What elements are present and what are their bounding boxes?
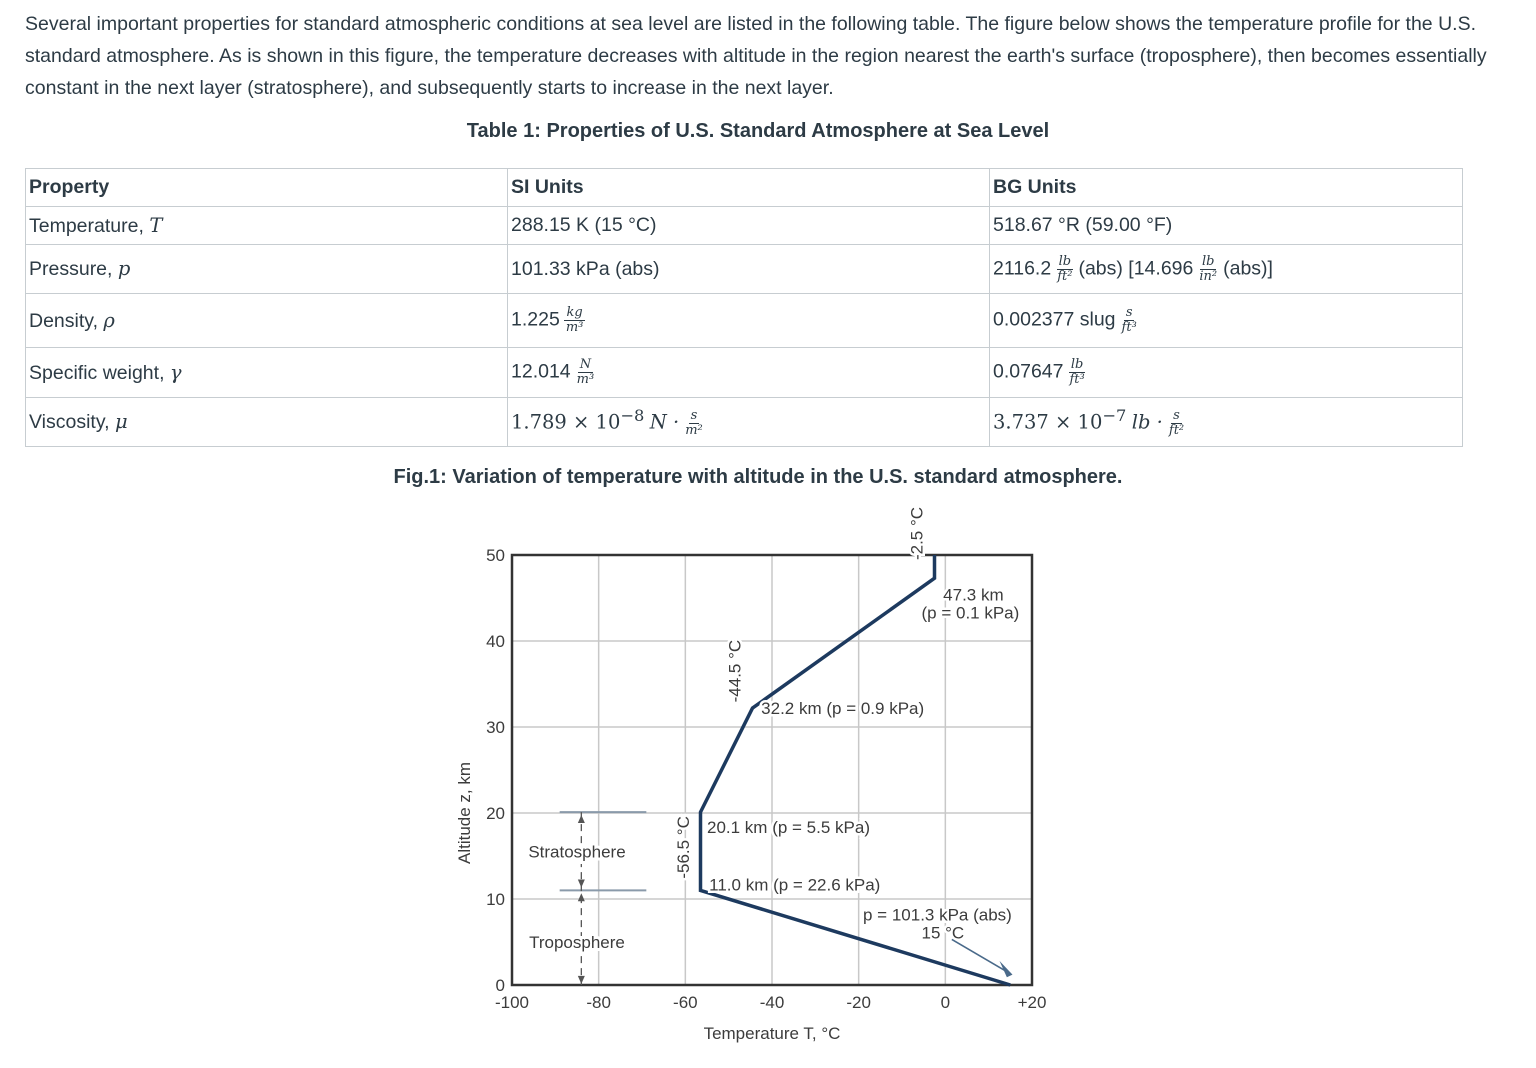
- bg-value: 0.002377 slug $\frac{s}{\text{ft³}}$: [990, 294, 1463, 348]
- table-row: [26, 207, 1463, 245]
- symbol: T: [149, 213, 163, 237]
- unit-fraction: $\frac{s}{\text{ft²}}$: [1168, 407, 1185, 438]
- property-cell: Viscosity, μ: [26, 398, 508, 447]
- si-value: 101.33 kPa (abs): [508, 245, 990, 294]
- annotation-temp-minus-2: -2.5 °C: [907, 506, 927, 561]
- stratosphere-label: Stratosphere: [528, 842, 626, 862]
- y-tick-label: 30: [486, 718, 505, 737]
- si-value: $1.789 \times 10^{-8}$ N · $\frac{s}{\text{m²}}$: [508, 398, 990, 447]
- x-tick-label: -100: [494, 993, 530, 1012]
- property-cell: Pressure, p: [26, 245, 508, 294]
- property-cell: Specific weight, γ: [26, 348, 508, 398]
- arrow-head: [578, 976, 585, 984]
- annotation-sea-level-temp: 15 °C: [921, 923, 965, 943]
- y-tick-label: 50: [486, 546, 505, 565]
- intro-paragraph: Several important properties for standard atmospheric conditions at sea level are listed in the following table. The figure below shows the temperature profile for the U.S. standard atmosphere. As is shown in this figure, the temperature decreases with altitude in the region nearest the earth's surface (troposphere), then becomes essentially constant in the next layer (stratosphere), and subsequently starts to increase in the next layer.: [25, 13, 1487, 99]
- annotations: [674, 507, 1020, 977]
- si-value: 1.225 $\frac{kg}{\text{m³}}$: [508, 294, 990, 348]
- table-header-row: [26, 169, 1463, 207]
- unit-fraction: $\frac{N}{\text{m³}}$: [576, 357, 595, 387]
- annotation-11km: 11.0 km (p = 22.6 kPa): [709, 875, 881, 895]
- temperature-altitude-chart: [440, 505, 1080, 1050]
- annotation-20km: 20.1 km (p = 5.5 kPa): [707, 817, 870, 837]
- symbol: γ: [169, 360, 182, 384]
- si-value: 12.014 $\frac{N}{\text{m³}}$: [508, 348, 990, 398]
- unit-fraction: $\frac{s}{\text{ft³}}$: [1121, 305, 1137, 335]
- symbol: ρ: [103, 308, 115, 332]
- table-caption: Table 1: Properties of U.S. Standard Atmosphere at Sea Level: [466, 120, 1050, 142]
- table-row: [26, 348, 1463, 398]
- y-tick-label: 20: [486, 804, 505, 823]
- bg-value: 0.07647 $\frac{lb}{\text{ft³}}$: [990, 348, 1463, 398]
- x-tick-label: -20: [846, 993, 871, 1012]
- si-value: 288.15 K (15 °C): [508, 207, 990, 245]
- symbol: μ: [114, 410, 128, 433]
- header-si-units: SI Units: [508, 169, 990, 207]
- bg-value: $3.737 \times 10^{-7}$ lb · $\frac{s}{\text{ft²}}$: [990, 398, 1463, 447]
- unit-fraction: $\frac{lb}{\text{ft³}}$: [1069, 357, 1085, 387]
- symbol: p: [117, 257, 131, 280]
- x-tick-label: -40: [759, 993, 785, 1012]
- annotation-32km: 32.2 km (p = 0.9 kPa): [761, 699, 925, 719]
- table-row: [26, 245, 1463, 294]
- x-tick-label: -60: [673, 993, 698, 1012]
- annotation-47km: 47.3 km: [943, 585, 1004, 605]
- arrow-head: [578, 893, 585, 901]
- unit-fraction: $\frac{lb}{\text{in²}}$: [1199, 253, 1218, 284]
- y-tick-label: 40: [486, 632, 505, 651]
- figure-caption: Fig.1: Variation of temperature with altitude in the U.S. standard atmosphere.: [393, 466, 1123, 488]
- sea-level-arrow: [952, 939, 1006, 971]
- troposphere-label: Troposphere: [529, 933, 625, 952]
- unit-fraction: $\frac{s}{\text{m²}}$: [685, 407, 703, 438]
- annotation-temp-minus-56: -56.5 °C: [673, 816, 693, 879]
- properties-table: [25, 168, 1463, 447]
- property-cell: Density, ρ: [26, 294, 508, 348]
- table-row: [26, 398, 1463, 447]
- arrow-head: [578, 815, 585, 823]
- annotation-temp-minus-44: -44.5 °C: [725, 639, 745, 703]
- header-bg-units: BG Units: [990, 169, 1463, 207]
- arrow-head: [578, 880, 585, 888]
- unit-fraction: $\frac{kg}{\text{m³}}$: [565, 305, 584, 335]
- x-tick-label: -80: [586, 993, 611, 1012]
- bg-value: 518.67 °R (59.00 °F): [990, 207, 1463, 245]
- x-axis-label: Temperature T, °C: [703, 1024, 841, 1043]
- annotation-sea-level-pressure: p = 101.3 kPa (abs): [863, 905, 1012, 925]
- annotation-47km-pressure: (p = 0.1 kPa): [921, 603, 1020, 623]
- y-tick-label: 0: [495, 976, 505, 995]
- unit-fraction: $\frac{lb}{\text{ft²}}$: [1057, 253, 1073, 284]
- bg-value: 2116.2 $\frac{lb}{\text{ft²}}$ (abs) [14.696 $\frac{lb}{\text{in²}}$ (abs)]: [990, 245, 1463, 294]
- property-cell: Temperature, T: [26, 207, 508, 245]
- y-axis-label: Altitude z, km: [455, 761, 474, 865]
- x-tick-label: 0: [940, 993, 951, 1012]
- header-property: Property: [26, 169, 508, 207]
- y-tick-label: 10: [486, 890, 505, 909]
- x-tick-label: +20: [1017, 993, 1047, 1012]
- table-row: [26, 294, 1463, 348]
